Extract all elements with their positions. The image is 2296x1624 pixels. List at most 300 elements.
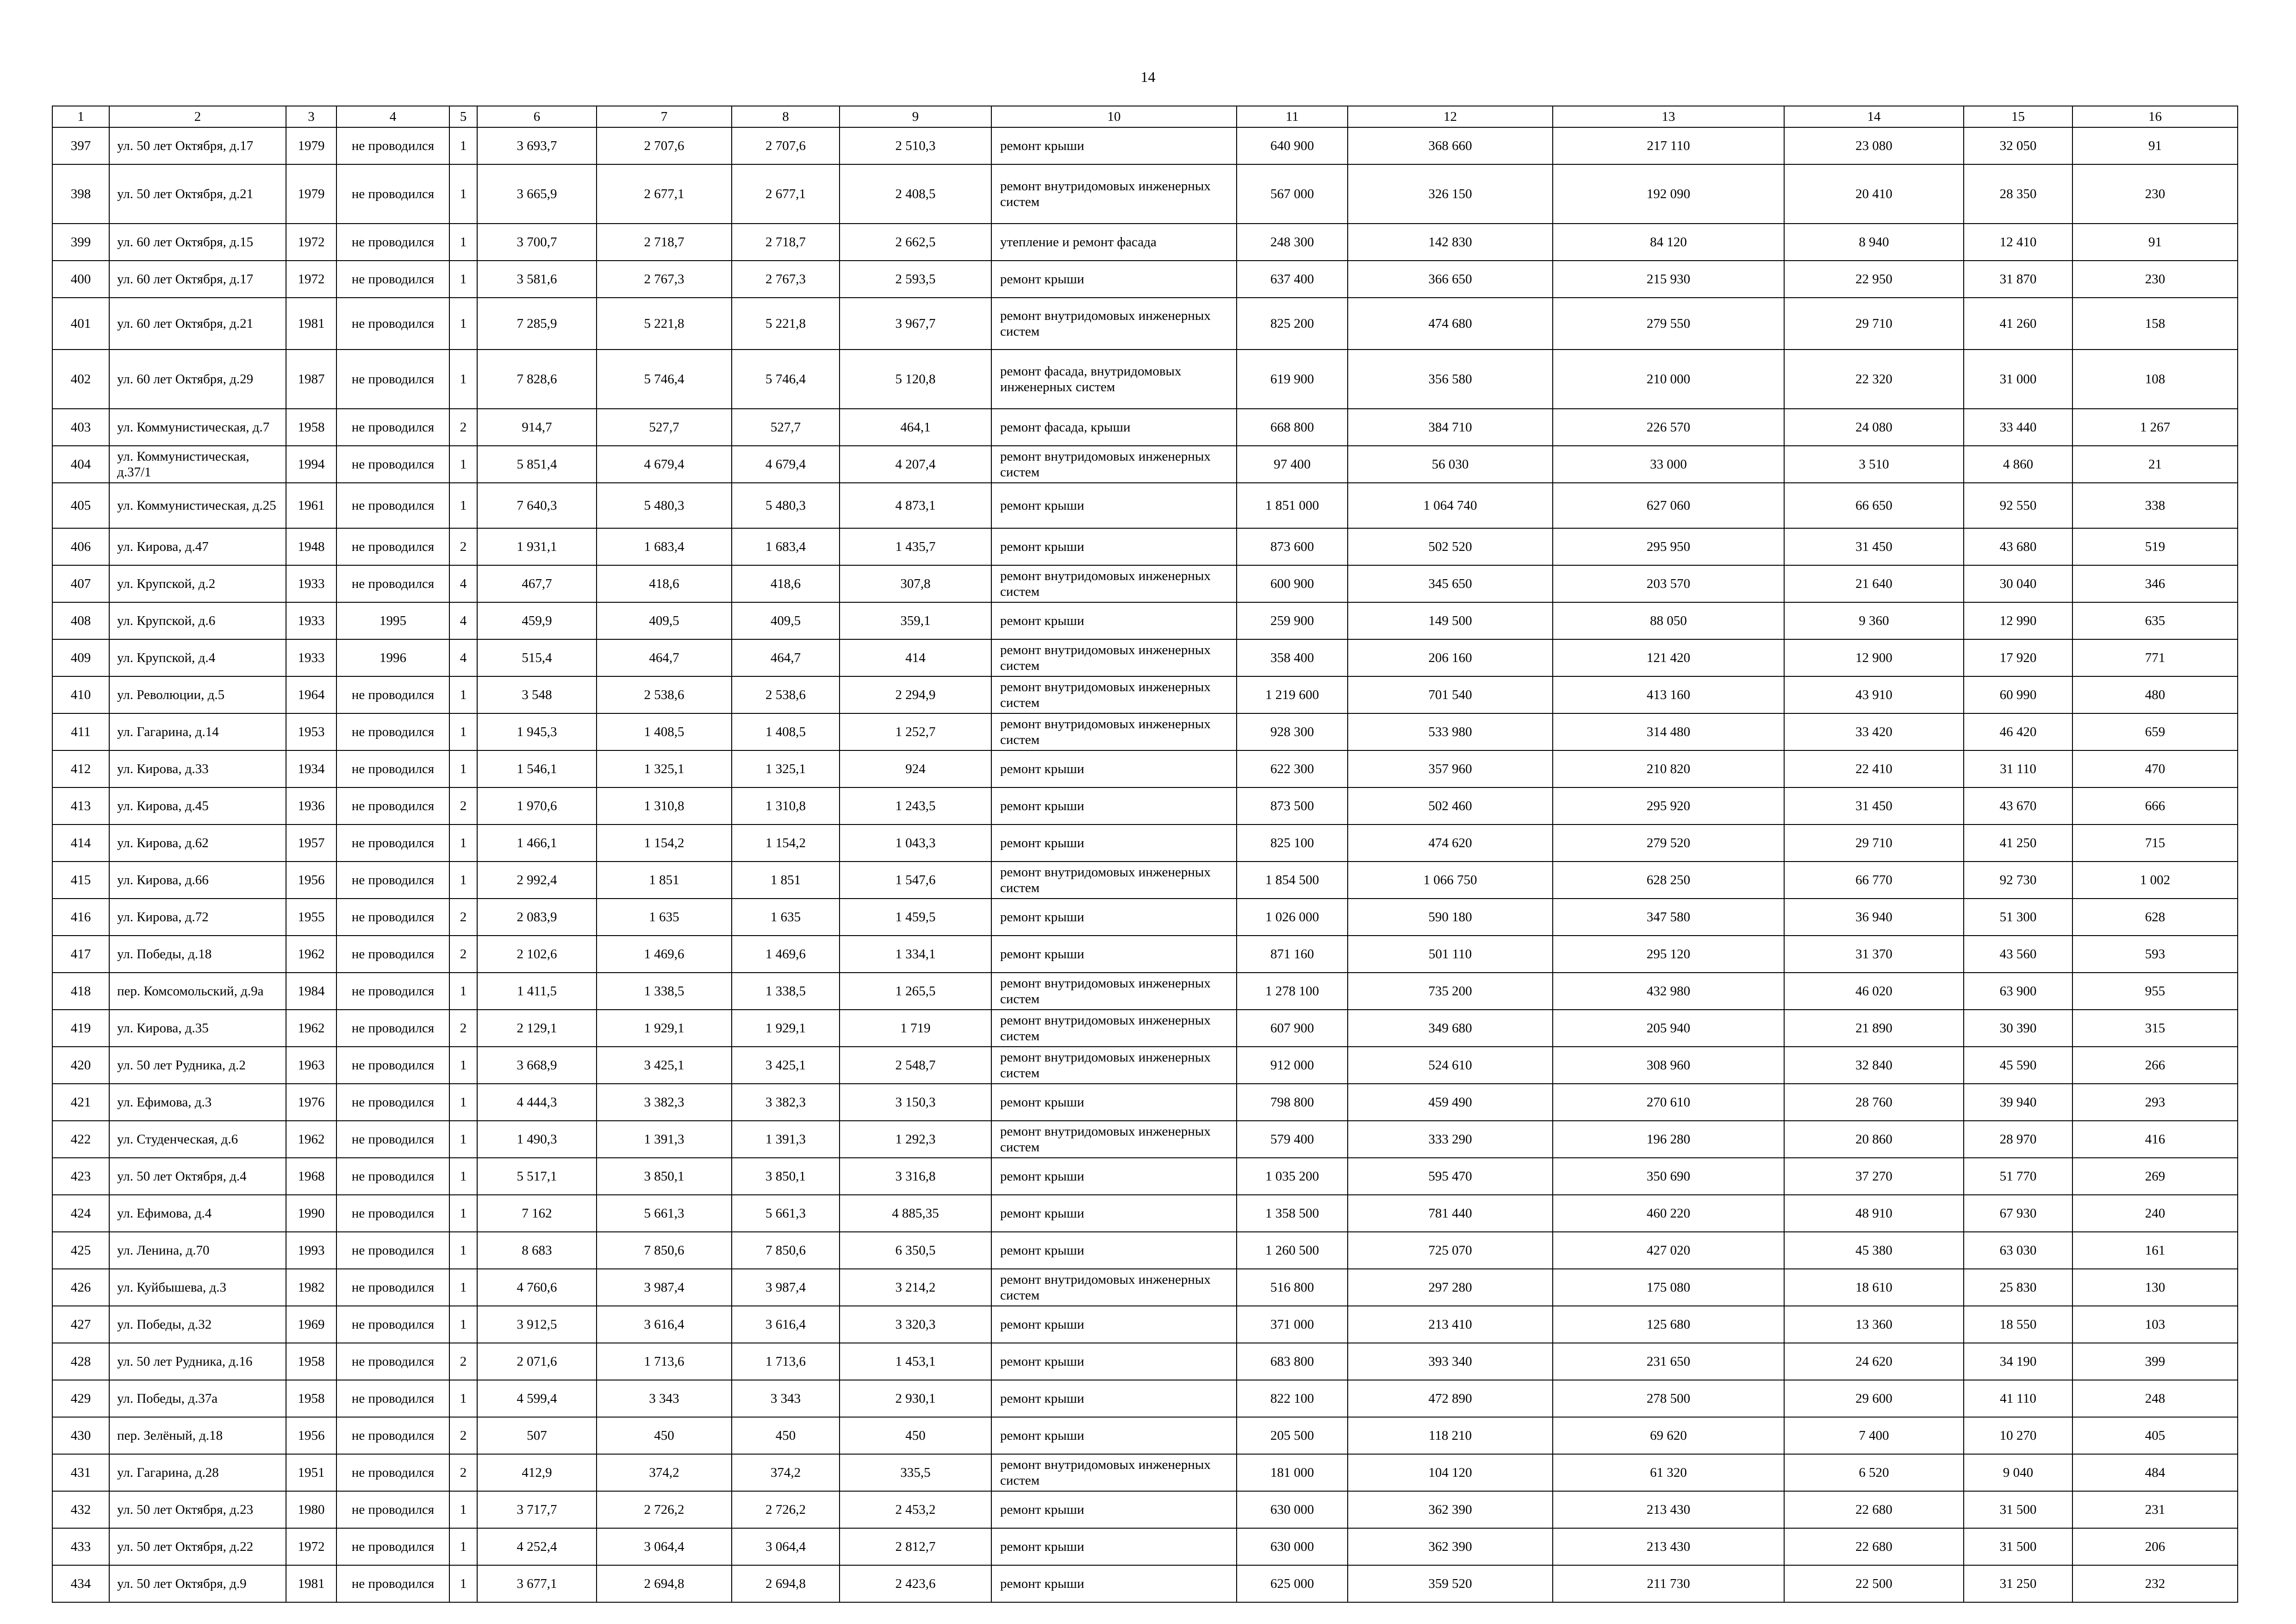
cell-apartment-area: 1 252,7 bbox=[840, 713, 991, 750]
cell-material-type: 1 bbox=[449, 298, 477, 350]
cell-address: ул. Крупской, д.2 bbox=[109, 565, 286, 602]
cell-last-repair-year: не проводился bbox=[336, 1491, 449, 1528]
cell-address: ул. Гагарина, д.28 bbox=[109, 1454, 286, 1491]
cell-address: ул. 50 лет Октября, д.9 bbox=[109, 1565, 286, 1602]
cell-work-type: ремонт крыши bbox=[991, 824, 1237, 862]
cell-local-share: 9 360 bbox=[1784, 602, 1964, 639]
cell-address: ул. Куйбышева, д.3 bbox=[109, 1269, 286, 1306]
cell-owners-share: 67 930 bbox=[1964, 1195, 2072, 1232]
column-header-1: 1 bbox=[52, 106, 109, 127]
cell-fund-share: 326 150 bbox=[1348, 164, 1553, 224]
cell-total-cost: 1 851 000 bbox=[1237, 483, 1348, 528]
cell-total-cost: 567 000 bbox=[1237, 164, 1348, 224]
cell-residential-area: 2 726,2 bbox=[597, 1491, 732, 1528]
cell-last-repair-year: не проводился bbox=[336, 350, 449, 409]
cell-material-type: 1 bbox=[449, 127, 477, 164]
cell-residential-area: 1 469,6 bbox=[597, 936, 732, 973]
table-row bbox=[52, 1195, 2238, 1232]
cell-owners-share: 4 860 bbox=[1964, 446, 2072, 483]
cell-build-year: 1979 bbox=[286, 164, 336, 224]
column-header-13: 13 bbox=[1553, 106, 1784, 127]
cell-row-number: 418 bbox=[52, 973, 109, 1010]
cell-address: пер. Зелёный, д.18 bbox=[109, 1417, 286, 1454]
table-row bbox=[52, 973, 2238, 1010]
cell-fund-share: 362 390 bbox=[1348, 1491, 1553, 1528]
cell-private-area: 3 850,1 bbox=[732, 1158, 840, 1195]
table-row bbox=[52, 1084, 2238, 1121]
cell-work-type: ремонт крыши bbox=[991, 936, 1237, 973]
cell-build-year: 1936 bbox=[286, 787, 336, 824]
cell-local-share: 48 910 bbox=[1784, 1195, 1964, 1232]
cell-last-repair-year: не проводился bbox=[336, 1084, 449, 1121]
cell-private-area: 464,7 bbox=[732, 639, 840, 676]
cell-residential-area: 464,7 bbox=[597, 639, 732, 676]
cell-total-cost: 871 160 bbox=[1237, 936, 1348, 973]
cell-owners-share: 17 920 bbox=[1964, 639, 2072, 676]
cell-fund-share: 502 520 bbox=[1348, 528, 1553, 565]
table-row bbox=[52, 899, 2238, 936]
cell-local-share: 22 500 bbox=[1784, 1565, 1964, 1602]
cell-residential-area: 1 310,8 bbox=[597, 787, 732, 824]
cell-owners-share: 12 410 bbox=[1964, 224, 2072, 261]
cell-private-area: 2 538,6 bbox=[732, 676, 840, 713]
table-row bbox=[52, 1454, 2238, 1491]
cell-total-area: 1 931,1 bbox=[477, 528, 597, 565]
cell-cost-per-sqm: 715 bbox=[2072, 824, 2238, 862]
cell-cost-per-sqm: 130 bbox=[2072, 1269, 2238, 1306]
column-header-9: 9 bbox=[840, 106, 991, 127]
table-row bbox=[52, 639, 2238, 676]
cell-row-number: 397 bbox=[52, 127, 109, 164]
cell-local-share: 20 860 bbox=[1784, 1121, 1964, 1158]
cell-apartment-area: 1 459,5 bbox=[840, 899, 991, 936]
cell-row-number: 423 bbox=[52, 1158, 109, 1195]
cell-regional-share: 226 570 bbox=[1553, 409, 1784, 446]
cell-row-number: 429 bbox=[52, 1380, 109, 1417]
cell-total-cost: 371 000 bbox=[1237, 1306, 1348, 1343]
cell-apartment-area: 1 265,5 bbox=[840, 973, 991, 1010]
cell-residential-area: 1 338,5 bbox=[597, 973, 732, 1010]
cell-residential-area: 2 694,8 bbox=[597, 1565, 732, 1602]
cell-total-cost: 630 000 bbox=[1237, 1491, 1348, 1528]
cell-private-area: 3 616,4 bbox=[732, 1306, 840, 1343]
cell-total-area: 3 581,6 bbox=[477, 261, 597, 298]
cell-local-share: 12 900 bbox=[1784, 639, 1964, 676]
cell-last-repair-year: не проводился bbox=[336, 261, 449, 298]
cell-fund-share: 345 650 bbox=[1348, 565, 1553, 602]
cell-total-area: 1 945,3 bbox=[477, 713, 597, 750]
cell-row-number: 412 bbox=[52, 750, 109, 787]
cell-residential-area: 7 850,6 bbox=[597, 1232, 732, 1269]
cell-row-number: 433 bbox=[52, 1528, 109, 1565]
cell-address: ул. Крупской, д.4 bbox=[109, 639, 286, 676]
cell-private-area: 1 929,1 bbox=[732, 1010, 840, 1047]
cell-local-share: 29 710 bbox=[1784, 298, 1964, 350]
cell-total-cost: 579 400 bbox=[1237, 1121, 1348, 1158]
table-row bbox=[52, 224, 2238, 261]
cell-total-area: 2 083,9 bbox=[477, 899, 597, 936]
cell-private-area: 4 679,4 bbox=[732, 446, 840, 483]
cell-private-area: 418,6 bbox=[732, 565, 840, 602]
cell-fund-share: 333 290 bbox=[1348, 1121, 1553, 1158]
cell-regional-share: 69 620 bbox=[1553, 1417, 1784, 1454]
cell-cost-per-sqm: 91 bbox=[2072, 127, 2238, 164]
cell-cost-per-sqm: 161 bbox=[2072, 1232, 2238, 1269]
cell-regional-share: 215 930 bbox=[1553, 261, 1784, 298]
cell-build-year: 1972 bbox=[286, 1528, 336, 1565]
cell-address: ул. Гагарина, д.14 bbox=[109, 713, 286, 750]
cell-last-repair-year: 1996 bbox=[336, 639, 449, 676]
cell-work-type: ремонт внутридомовых инженерных систем bbox=[991, 639, 1237, 676]
cell-cost-per-sqm: 315 bbox=[2072, 1010, 2238, 1047]
cell-last-repair-year: не проводился bbox=[336, 446, 449, 483]
cell-total-cost: 358 400 bbox=[1237, 639, 1348, 676]
cell-work-type: ремонт крыши bbox=[991, 1343, 1237, 1380]
cell-apartment-area: 6 350,5 bbox=[840, 1232, 991, 1269]
cell-residential-area: 4 679,4 bbox=[597, 446, 732, 483]
cell-fund-share: 459 490 bbox=[1348, 1084, 1553, 1121]
cell-owners-share: 34 190 bbox=[1964, 1343, 2072, 1380]
cell-row-number: 427 bbox=[52, 1306, 109, 1343]
cell-cost-per-sqm: 103 bbox=[2072, 1306, 2238, 1343]
cell-owners-share: 92 550 bbox=[1964, 483, 2072, 528]
cell-address: ул. 50 лет Октября, д.21 bbox=[109, 164, 286, 224]
cell-regional-share: 460 220 bbox=[1553, 1195, 1784, 1232]
table-row bbox=[52, 1528, 2238, 1565]
cell-regional-share: 432 980 bbox=[1553, 973, 1784, 1010]
cell-build-year: 1976 bbox=[286, 1084, 336, 1121]
cell-work-type: ремонт крыши bbox=[991, 899, 1237, 936]
cell-total-area: 3 677,1 bbox=[477, 1565, 597, 1602]
cell-residential-area: 1 154,2 bbox=[597, 824, 732, 862]
cell-residential-area: 1 391,3 bbox=[597, 1121, 732, 1158]
cell-total-area: 4 252,4 bbox=[477, 1528, 597, 1565]
cell-material-type: 2 bbox=[449, 936, 477, 973]
table-row bbox=[52, 1269, 2238, 1306]
cell-local-share: 37 270 bbox=[1784, 1158, 1964, 1195]
cell-last-repair-year: не проводился bbox=[336, 127, 449, 164]
cell-material-type: 1 bbox=[449, 1195, 477, 1232]
cell-private-area: 3 425,1 bbox=[732, 1047, 840, 1084]
cell-build-year: 1980 bbox=[286, 1491, 336, 1528]
cell-private-area: 3 064,4 bbox=[732, 1528, 840, 1565]
table-row bbox=[52, 565, 2238, 602]
cell-cost-per-sqm: 405 bbox=[2072, 1417, 2238, 1454]
cell-cost-per-sqm: 519 bbox=[2072, 528, 2238, 565]
cell-residential-area: 409,5 bbox=[597, 602, 732, 639]
cell-cost-per-sqm: 1 267 bbox=[2072, 409, 2238, 446]
cell-total-area: 459,9 bbox=[477, 602, 597, 639]
cell-private-area: 2 677,1 bbox=[732, 164, 840, 224]
cell-work-type: ремонт внутридомовых инженерных систем bbox=[991, 1121, 1237, 1158]
cell-build-year: 1962 bbox=[286, 1121, 336, 1158]
cell-apartment-area: 2 408,5 bbox=[840, 164, 991, 224]
cell-work-type: ремонт внутридомовых инженерных систем bbox=[991, 862, 1237, 899]
table-row bbox=[52, 350, 2238, 409]
cell-work-type: ремонт крыши bbox=[991, 528, 1237, 565]
cell-total-area: 2 129,1 bbox=[477, 1010, 597, 1047]
cell-cost-per-sqm: 230 bbox=[2072, 261, 2238, 298]
cell-last-repair-year: не проводился bbox=[336, 973, 449, 1010]
cell-work-type: ремонт крыши bbox=[991, 1528, 1237, 1565]
cell-build-year: 1961 bbox=[286, 483, 336, 528]
cell-total-area: 4 760,6 bbox=[477, 1269, 597, 1306]
cell-total-cost: 1 854 500 bbox=[1237, 862, 1348, 899]
cell-material-type: 2 bbox=[449, 409, 477, 446]
cell-last-repair-year: не проводился bbox=[336, 483, 449, 528]
table-row bbox=[52, 862, 2238, 899]
cell-work-type: ремонт крыши bbox=[991, 261, 1237, 298]
cell-owners-share: 41 250 bbox=[1964, 824, 2072, 862]
cell-local-share: 20 410 bbox=[1784, 164, 1964, 224]
cell-owners-share: 31 500 bbox=[1964, 1528, 2072, 1565]
cell-private-area: 2 726,2 bbox=[732, 1491, 840, 1528]
cell-fund-share: 393 340 bbox=[1348, 1343, 1553, 1380]
table-row bbox=[52, 261, 2238, 298]
cell-cost-per-sqm: 416 bbox=[2072, 1121, 2238, 1158]
cell-address: ул. Кирова, д.35 bbox=[109, 1010, 286, 1047]
cell-material-type: 2 bbox=[449, 787, 477, 824]
cell-row-number: 398 bbox=[52, 164, 109, 224]
cell-local-share: 29 600 bbox=[1784, 1380, 1964, 1417]
cell-material-type: 1 bbox=[449, 713, 477, 750]
column-number-header-row bbox=[52, 106, 2238, 127]
cell-material-type: 4 bbox=[449, 565, 477, 602]
cell-last-repair-year: не проводился bbox=[336, 936, 449, 973]
cell-owners-share: 31 870 bbox=[1964, 261, 2072, 298]
cell-fund-share: 357 960 bbox=[1348, 750, 1553, 787]
cell-address: ул. Коммунистическая, д.37/1 bbox=[109, 446, 286, 483]
cell-work-type: ремонт крыши bbox=[991, 1491, 1237, 1528]
cell-address: ул. Крупской, д.6 bbox=[109, 602, 286, 639]
cell-total-area: 1 411,5 bbox=[477, 973, 597, 1010]
cell-row-number: 414 bbox=[52, 824, 109, 862]
cell-row-number: 425 bbox=[52, 1232, 109, 1269]
cell-total-area: 5 517,1 bbox=[477, 1158, 597, 1195]
cell-row-number: 410 bbox=[52, 676, 109, 713]
cell-work-type: ремонт внутридомовых инженерных систем bbox=[991, 298, 1237, 350]
cell-total-area: 1 466,1 bbox=[477, 824, 597, 862]
page-number: 14 bbox=[1140, 69, 1156, 85]
cell-build-year: 1958 bbox=[286, 409, 336, 446]
cell-row-number: 422 bbox=[52, 1121, 109, 1158]
cell-owners-share: 60 990 bbox=[1964, 676, 2072, 713]
table-row bbox=[52, 676, 2238, 713]
cell-owners-share: 30 040 bbox=[1964, 565, 2072, 602]
cell-total-cost: 1 278 100 bbox=[1237, 973, 1348, 1010]
cell-residential-area: 2 718,7 bbox=[597, 224, 732, 261]
cell-fund-share: 502 460 bbox=[1348, 787, 1553, 824]
cell-local-share: 31 370 bbox=[1784, 936, 1964, 973]
cell-material-type: 1 bbox=[449, 1121, 477, 1158]
cell-fund-share: 349 680 bbox=[1348, 1010, 1553, 1047]
cell-material-type: 1 bbox=[449, 224, 477, 261]
cell-work-type: утепление и ремонт фасада bbox=[991, 224, 1237, 261]
cell-row-number: 415 bbox=[52, 862, 109, 899]
cell-last-repair-year: не проводился bbox=[336, 1417, 449, 1454]
cell-row-number: 400 bbox=[52, 261, 109, 298]
cell-total-cost: 912 000 bbox=[1237, 1047, 1348, 1084]
cell-build-year: 1956 bbox=[286, 1417, 336, 1454]
cell-build-year: 1957 bbox=[286, 824, 336, 862]
cell-material-type: 1 bbox=[449, 1084, 477, 1121]
cell-total-cost: 873 600 bbox=[1237, 528, 1348, 565]
cell-residential-area: 1 851 bbox=[597, 862, 732, 899]
cell-build-year: 1962 bbox=[286, 1010, 336, 1047]
cell-material-type: 1 bbox=[449, 824, 477, 862]
cell-address: ул. 60 лет Октября, д.29 bbox=[109, 350, 286, 409]
cell-residential-area: 527,7 bbox=[597, 409, 732, 446]
cell-address: ул. Кирова, д.66 bbox=[109, 862, 286, 899]
cell-build-year: 1982 bbox=[286, 1269, 336, 1306]
cell-private-area: 1 325,1 bbox=[732, 750, 840, 787]
cell-residential-area: 1 325,1 bbox=[597, 750, 732, 787]
cell-private-area: 2 694,8 bbox=[732, 1565, 840, 1602]
cell-total-area: 1 546,1 bbox=[477, 750, 597, 787]
cell-apartment-area: 2 423,6 bbox=[840, 1565, 991, 1602]
cell-build-year: 1962 bbox=[286, 936, 336, 973]
cell-work-type: ремонт крыши bbox=[991, 1195, 1237, 1232]
cell-row-number: 434 bbox=[52, 1565, 109, 1602]
cell-owners-share: 30 390 bbox=[1964, 1010, 2072, 1047]
cell-cost-per-sqm: 266 bbox=[2072, 1047, 2238, 1084]
cell-private-area: 5 661,3 bbox=[732, 1195, 840, 1232]
cell-total-cost: 825 200 bbox=[1237, 298, 1348, 350]
cell-total-cost: 637 400 bbox=[1237, 261, 1348, 298]
cell-apartment-area: 1 334,1 bbox=[840, 936, 991, 973]
cell-owners-share: 39 940 bbox=[1964, 1084, 2072, 1121]
cell-build-year: 1969 bbox=[286, 1306, 336, 1343]
cell-total-area: 467,7 bbox=[477, 565, 597, 602]
cell-fund-share: 474 680 bbox=[1348, 298, 1553, 350]
cell-local-share: 32 840 bbox=[1784, 1047, 1964, 1084]
cell-owners-share: 31 250 bbox=[1964, 1565, 2072, 1602]
table-row bbox=[52, 1232, 2238, 1269]
cell-work-type: ремонт внутридомовых инженерных систем bbox=[991, 973, 1237, 1010]
cell-private-area: 1 683,4 bbox=[732, 528, 840, 565]
cell-apartment-area: 2 294,9 bbox=[840, 676, 991, 713]
column-header-5: 5 bbox=[449, 106, 477, 127]
cell-regional-share: 278 500 bbox=[1553, 1380, 1784, 1417]
cell-fund-share: 595 470 bbox=[1348, 1158, 1553, 1195]
cell-material-type: 1 bbox=[449, 446, 477, 483]
table-row bbox=[52, 1121, 2238, 1158]
cell-build-year: 1933 bbox=[286, 639, 336, 676]
cell-residential-area: 5 661,3 bbox=[597, 1195, 732, 1232]
cell-address: ул. 50 лет Рудника, д.2 bbox=[109, 1047, 286, 1084]
cell-build-year: 1968 bbox=[286, 1158, 336, 1195]
cell-residential-area: 2 538,6 bbox=[597, 676, 732, 713]
cell-last-repair-year: не проводился bbox=[336, 1121, 449, 1158]
cell-row-number: 406 bbox=[52, 528, 109, 565]
cell-last-repair-year: не проводился bbox=[336, 164, 449, 224]
cell-work-type: ремонт фасада, крыши bbox=[991, 409, 1237, 446]
cell-owners-share: 12 990 bbox=[1964, 602, 2072, 639]
cell-total-area: 3 668,9 bbox=[477, 1047, 597, 1084]
cell-row-number: 426 bbox=[52, 1269, 109, 1306]
cell-last-repair-year: не проводился bbox=[336, 713, 449, 750]
cell-fund-share: 533 980 bbox=[1348, 713, 1553, 750]
cell-last-repair-year: не проводился bbox=[336, 1380, 449, 1417]
cell-regional-share: 627 060 bbox=[1553, 483, 1784, 528]
cell-row-number: 405 bbox=[52, 483, 109, 528]
cell-total-area: 2 071,6 bbox=[477, 1343, 597, 1380]
cell-address: ул. Победы, д.32 bbox=[109, 1306, 286, 1343]
cell-local-share: 24 620 bbox=[1784, 1343, 1964, 1380]
cell-owners-share: 46 420 bbox=[1964, 713, 2072, 750]
cell-total-area: 7 640,3 bbox=[477, 483, 597, 528]
cell-total-area: 3 700,7 bbox=[477, 224, 597, 261]
cell-owners-share: 51 300 bbox=[1964, 899, 2072, 936]
column-header-2: 2 bbox=[109, 106, 286, 127]
cell-cost-per-sqm: 230 bbox=[2072, 164, 2238, 224]
cell-work-type: ремонт крыши bbox=[991, 127, 1237, 164]
cell-regional-share: 413 160 bbox=[1553, 676, 1784, 713]
cell-total-area: 4 444,3 bbox=[477, 1084, 597, 1121]
cell-local-share: 24 080 bbox=[1784, 409, 1964, 446]
table-row bbox=[52, 483, 2238, 528]
cell-work-type: ремонт внутридомовых инженерных систем bbox=[991, 676, 1237, 713]
cell-work-type: ремонт внутридомовых инженерных систем bbox=[991, 713, 1237, 750]
cell-apartment-area: 464,1 bbox=[840, 409, 991, 446]
cell-total-cost: 668 800 bbox=[1237, 409, 1348, 446]
cell-address: ул. Кирова, д.45 bbox=[109, 787, 286, 824]
cell-build-year: 1990 bbox=[286, 1195, 336, 1232]
cell-local-share: 7 400 bbox=[1784, 1417, 1964, 1454]
table-row bbox=[52, 787, 2238, 824]
cell-last-repair-year: не проводился bbox=[336, 1454, 449, 1491]
table-row bbox=[52, 1343, 2238, 1380]
cell-total-area: 2 102,6 bbox=[477, 936, 597, 973]
cell-last-repair-year: не проводился bbox=[336, 565, 449, 602]
cell-apartment-area: 1 547,6 bbox=[840, 862, 991, 899]
cell-address: ул. 50 лет Октября, д.23 bbox=[109, 1491, 286, 1528]
cell-build-year: 1955 bbox=[286, 899, 336, 936]
cell-private-area: 1 851 bbox=[732, 862, 840, 899]
cell-cost-per-sqm: 232 bbox=[2072, 1565, 2238, 1602]
cell-local-share: 13 360 bbox=[1784, 1306, 1964, 1343]
cell-total-cost: 825 100 bbox=[1237, 824, 1348, 862]
cell-private-area: 1 154,2 bbox=[732, 824, 840, 862]
cell-total-cost: 928 300 bbox=[1237, 713, 1348, 750]
cell-material-type: 2 bbox=[449, 1454, 477, 1491]
cell-owners-share: 92 730 bbox=[1964, 862, 2072, 899]
cell-owners-share: 43 670 bbox=[1964, 787, 2072, 824]
cell-total-cost: 97 400 bbox=[1237, 446, 1348, 483]
cell-fund-share: 524 610 bbox=[1348, 1047, 1553, 1084]
cell-material-type: 1 bbox=[449, 676, 477, 713]
cell-regional-share: 88 050 bbox=[1553, 602, 1784, 639]
cell-residential-area: 2 767,3 bbox=[597, 261, 732, 298]
cell-residential-area: 2 677,1 bbox=[597, 164, 732, 224]
cell-owners-share: 41 260 bbox=[1964, 298, 2072, 350]
cell-material-type: 1 bbox=[449, 973, 477, 1010]
cell-last-repair-year: не проводился bbox=[336, 862, 449, 899]
cell-regional-share: 427 020 bbox=[1553, 1232, 1784, 1269]
column-header-7: 7 bbox=[597, 106, 732, 127]
cell-last-repair-year: не проводился bbox=[336, 1528, 449, 1565]
cell-build-year: 1956 bbox=[286, 862, 336, 899]
cell-total-area: 3 693,7 bbox=[477, 127, 597, 164]
cell-work-type: ремонт крыши bbox=[991, 602, 1237, 639]
cell-apartment-area: 1 243,5 bbox=[840, 787, 991, 824]
cell-address: ул. Студенческая, д.6 bbox=[109, 1121, 286, 1158]
cell-residential-area: 2 707,6 bbox=[597, 127, 732, 164]
cell-last-repair-year: не проводился bbox=[336, 1010, 449, 1047]
cell-fund-share: 118 210 bbox=[1348, 1417, 1553, 1454]
cell-local-share: 45 380 bbox=[1784, 1232, 1964, 1269]
column-header-10: 10 bbox=[991, 106, 1237, 127]
